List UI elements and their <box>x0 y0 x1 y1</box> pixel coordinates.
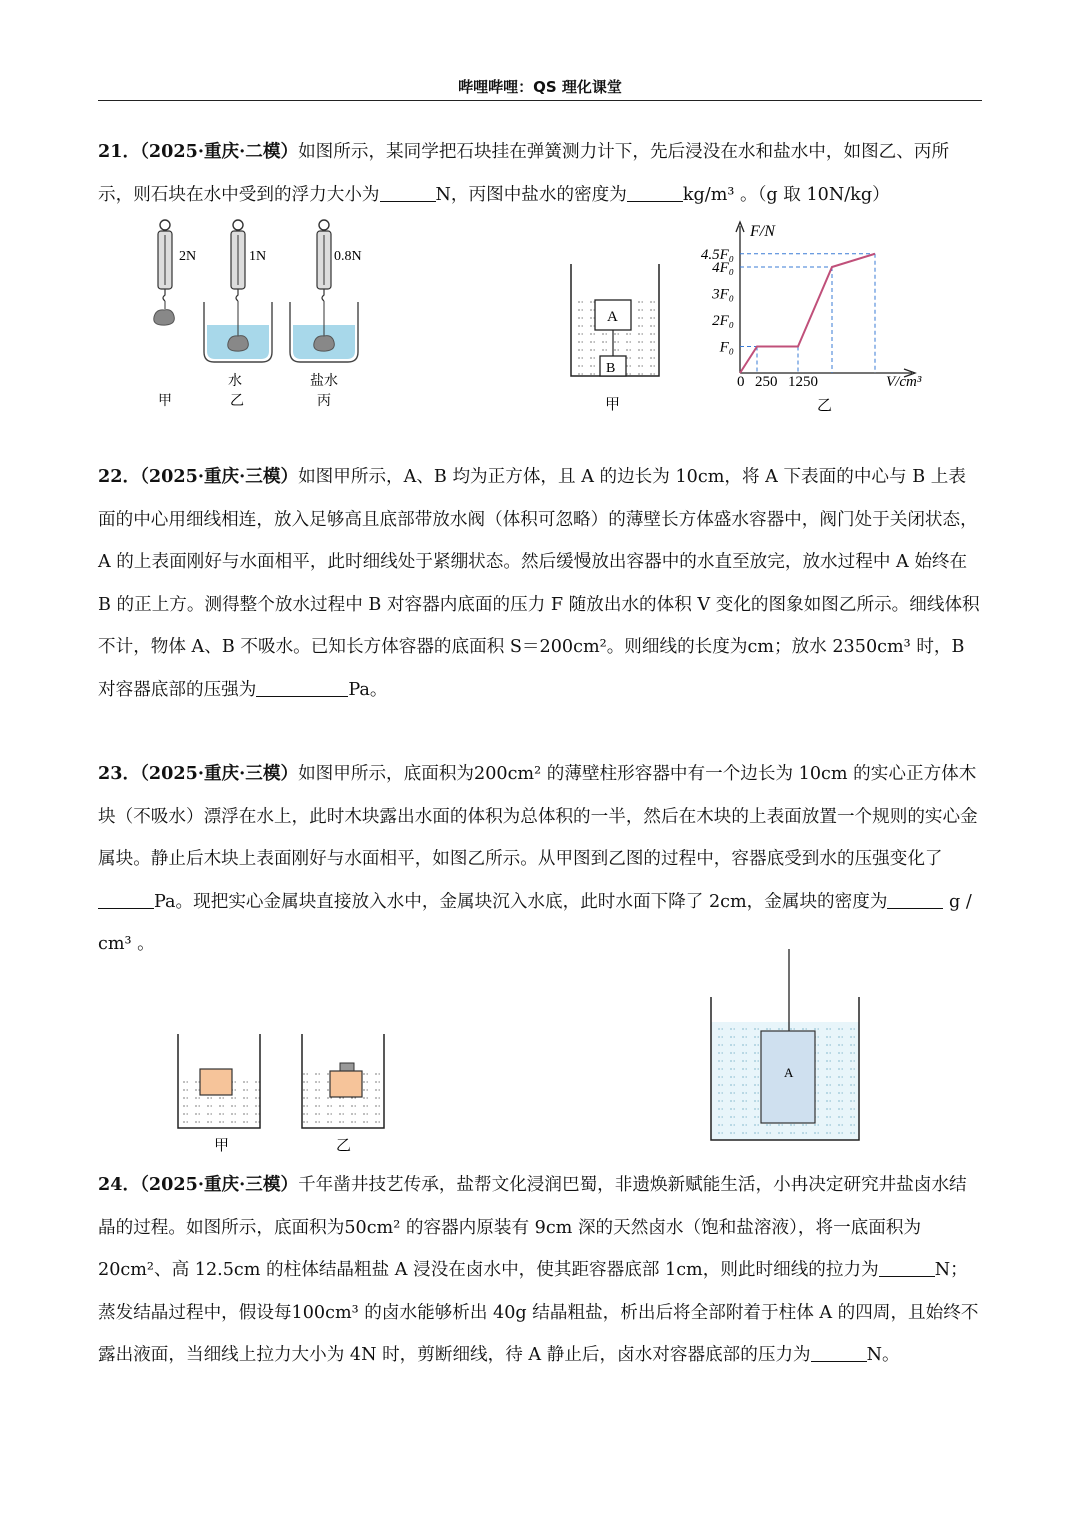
q22-number: 22． <box>98 466 141 487</box>
x-axis-label: V/cm³ <box>886 374 922 390</box>
question-24 <box>98 1164 982 1377</box>
q23-source: （2025·重庆·三模） <box>140 763 299 784</box>
q21-number: 21． <box>98 141 141 162</box>
spring-scale-2 <box>204 220 272 362</box>
label-bing: 丙 <box>317 394 331 409</box>
q24-number: 24． <box>98 1174 141 1195</box>
label-jia: 甲 <box>158 394 172 409</box>
q21-source: （2025·重庆·二模） <box>140 141 299 162</box>
wood-block-jia <box>200 1069 232 1095</box>
q21-blank-2[interactable] <box>627 183 683 202</box>
q24-blank-2[interactable] <box>811 1343 867 1362</box>
q22-figure-a <box>565 258 665 418</box>
q23-blank-2[interactable] <box>887 890 943 909</box>
q22-label-jia: 甲 <box>605 397 621 413</box>
q23-label-jia: 甲 <box>214 1138 230 1154</box>
reading-2: 1N <box>249 249 267 264</box>
y-axis-label: F/N <box>750 223 775 240</box>
page-header: 哔哩哔哩：QS 理化课堂 <box>458 78 622 96</box>
q23-label-yi: 乙 <box>336 1138 352 1154</box>
q22-text-3: Pa。 <box>348 679 388 700</box>
q21-text-1: 如图所示，某同学把石块挂在弹簧测力计下，先后浸没在水和盐水中，如图乙、丙所示，则石块在水中受到的浮力大小为 <box>98 142 950 205</box>
q21-blank-1[interactable] <box>380 183 436 202</box>
spring-scale-3 <box>290 220 358 362</box>
q22-label-yi: 乙 <box>817 398 833 414</box>
q24-text-3: N。 <box>866 1345 900 1365</box>
q24-block-a: A <box>784 1065 794 1080</box>
question-21 <box>98 131 982 216</box>
q24-text-1: 千年凿井技艺传承，盐帮文化浸润巴蜀，非遗焕新赋能生活，小冉决定研究井盐卤水结晶的过程。如图所示，底面积为50cm² 的容器内原装有 9cm 深的天然卤水（饱和盐溶液），将一底面积为20cm²、高 12.5cm 的柱体结晶粗盐 A 浸没在卤水中，使其距容器底部 1cm，则此时细线的拉力为 <box>98 1175 967 1280</box>
liquid-brine: 盐水 <box>310 374 338 389</box>
block-b: B <box>606 361 616 376</box>
q21-text-3: kg/m³ 。（g 取 10N/kg） <box>682 184 890 205</box>
y-tick-3: 3F₀ <box>712 286 734 303</box>
y-tick-5: 4.5F₀ <box>700 246 734 263</box>
y-tick-4: 4F₀ <box>712 260 734 276</box>
q22-text-1: 如图甲所示，A、B 均为正方体，且 A 的边长为 10cm，将 A 下表面的中心与 B 上表面的中心用细线相连，放入足够高且底部带放水阀（体积可忽略）的薄壁长方体盛水容器中，阀门处于关闭状态，A 的上表面刚好与水面相平，此时细线处于紧绷状态。然后缓慢放出容器中的水直至放完，放水过程中 A 始终在 B 的正上方。测得整个放水过程中 B 对容器内底面的压力 F 随放出水的体积 V 变化的图象如图乙所示。细线体积不计，物体 A、B 不吸水。已知长方体容器的底面积 S＝200cm²。则细线的长度为 <box>98 467 980 657</box>
q24-text-2: N；蒸发结晶过程中，假设每100cm³ 的卤水能够析出 40g 结晶粗盐，析出后将全部附着于柱体 A 的四周，且始终不露出液面，当细线上拉力大小为 4N 时，剪断细线，待 A 静止后，卤水对容器底部的压力为 <box>98 1260 979 1365</box>
wood-block-yi <box>330 1071 362 1097</box>
y-tick-1: F₀ <box>719 339 734 356</box>
q23-text-2: Pa。现把实心金属块直接放入水中，金属块沉入水底，此时水面下降了 2cm，金属块的密度为 <box>154 891 888 912</box>
origin-label: 0 <box>737 374 745 390</box>
q23-text-3: g / cm³ 。 <box>98 891 972 954</box>
x-tick-250: 250 <box>755 374 778 390</box>
label-yi: 乙 <box>230 394 244 409</box>
header-rule <box>98 100 982 101</box>
q22-source: （2025·重庆·三模） <box>140 466 299 487</box>
q23-figure <box>170 1030 400 1160</box>
q24-source: （2025·重庆·三模） <box>140 1174 299 1195</box>
x-tick-1250: 1250 <box>788 374 818 390</box>
block-a: A <box>607 309 618 325</box>
q22-blank-2[interactable] <box>256 678 348 697</box>
q22-chart <box>690 218 950 418</box>
q23-text-1: 如图甲所示，底面积为200cm² 的薄壁柱形容器中有一个边长为 10cm 的实心正方体木块（不吸水）漂浮在水上，此时木块露出水面的体积为总体积的一半，然后在木块的上表面放置一个规则的实心金属块。静止后木块上表面刚好与水面相平，如图乙所示。从甲图到乙图的过程中，容器底受到水的压强变化了 <box>98 764 978 869</box>
question-22 <box>98 456 982 711</box>
question-23 <box>98 753 982 966</box>
reading-3: 0.8N <box>334 249 362 264</box>
q21-text-2: N，丙图中盐水的密度为 <box>435 184 627 205</box>
q23-number: 23． <box>98 763 141 784</box>
reading-1: 2N <box>179 249 197 264</box>
q22-text-2: cm；放水 2350cm³ 时，B 对容器底部的压强为 <box>98 637 965 700</box>
q23-blank-1[interactable] <box>98 890 154 909</box>
force-curve <box>740 254 875 373</box>
q24-blank-1[interactable] <box>879 1258 935 1277</box>
spring-scale-1 <box>154 220 175 325</box>
q24-figure <box>705 945 865 1145</box>
y-tick-2: 2F₀ <box>712 313 734 329</box>
liquid-water: 水 <box>228 374 242 389</box>
q21-figure <box>140 215 380 415</box>
